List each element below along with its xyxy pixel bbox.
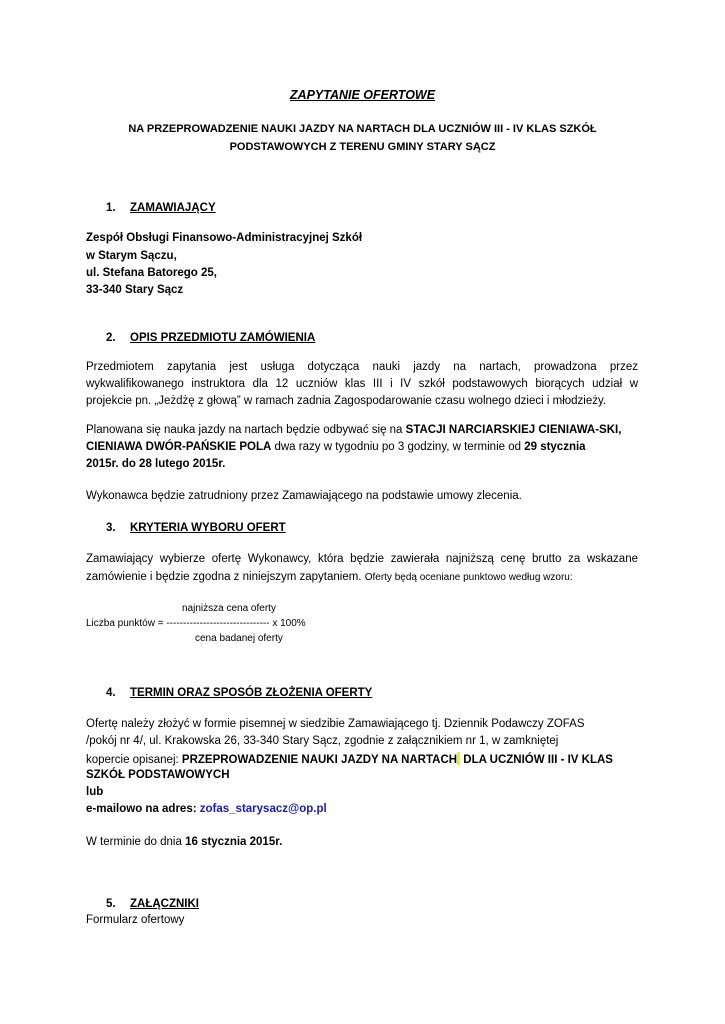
attachment-item: Formularz ofertowy [86, 914, 185, 926]
section-3-number: 3. [106, 522, 116, 534]
section-1-title: ZAMAWIAJĄCY [130, 202, 216, 214]
s3-criteria-line2 [86, 571, 573, 583]
s2-contract-note: Wykonawca będzie zatrudniony przez Zamawiającego na podstawie umowy zlecenia. [86, 490, 522, 502]
deadline-label: W terminie do dnia [86, 836, 186, 848]
orderer-postcode: 33-340 Stary Sącz [86, 284, 184, 296]
formula-denominator: cena badanej oferty [195, 633, 283, 644]
envelope-title: PRZEPROWADZENIE NAUKI JAZDY NA NARTACH [181, 754, 458, 766]
s4-envelope-text: kopercie opisanej: [86, 754, 182, 766]
section-3-title: KRYTERIA WYBORU OFERT [130, 522, 286, 534]
section-5-number: 5. [106, 898, 116, 910]
or-label: lub [86, 786, 104, 798]
start-date: 29 stycznia [524, 441, 586, 453]
s2-paragraph-line: projekcie pn. „Jeżdżę z głową” w ramach zadnia Zagospodarowanie czasu wolnego dzieci i młodzieży. [86, 395, 607, 407]
s3-criteria-text: zamówienie i będzie zgodna z niniejszym zapytaniem. [86, 571, 365, 583]
section-5-heading [106, 898, 199, 910]
document-subtitle-line1: NA PRZEPROWADZENIE NAUKI JAZDY NA NARTACH DLA UCZNIÓW III - IV KLAS SZKÓŁ [128, 123, 597, 135]
s4-envelope-line [86, 752, 613, 766]
s4-line: /pokój nr 4/, ul. Krakowska 26, 33-340 Stary Sącz, zgodnie z załącznikiem nr 1, w zamkniętej [86, 735, 559, 747]
document-title: ZAPYTANIE OFERTOWE [289, 88, 436, 102]
orderer-street: ul. Stefana Batorego 25, [86, 267, 218, 279]
orderer-city: w Starym Sączu, [86, 250, 177, 262]
section-1-number: 1. [106, 202, 116, 214]
orderer-name: Zespół Obsługi Finansowo-Administracyjnej Szkół [86, 232, 363, 244]
section-2-title: OPIS PRZEDMIOTU ZAMÓWIENIA [130, 332, 316, 344]
envelope-title-end: SZKÓŁ PODSTAWOWYCH [86, 769, 230, 781]
document-subtitle-line2: PODSTAWOWYCH Z TERENU GMINY STARY SĄCZ [229, 141, 496, 153]
section-2-heading [106, 332, 315, 344]
s2-location-line1 [86, 424, 621, 436]
section-4-number: 4. [106, 687, 116, 699]
section-5-title: ZAŁĄCZNIKI [130, 898, 199, 910]
formula-numerator: najniższa cena oferty [182, 603, 276, 614]
section-4-heading [106, 687, 372, 699]
s2-paragraph-line: Przedmiotem zapytania jest usługa dotycząca nauki jazdy na nartach, prowadzona przez [86, 361, 638, 373]
deadline-line [86, 836, 282, 848]
s2-schedule-text: dwa razy w tygodniu po 3 godziny, w terminie od [271, 441, 525, 453]
s3-criteria-line1: Zamawiający wybierze ofertę Wykonawcy, która będzie zawierała najniższą cenę brutto za wskazane [86, 553, 638, 565]
section-1-heading [106, 202, 216, 214]
email-link[interactable]: zofas_starysacz@op.pl [199, 803, 327, 815]
envelope-title-cont: DLA UCZNIÓW III - IV KLAS [460, 754, 613, 766]
email-label: e-mailowo na adres: [86, 803, 200, 815]
s4-line: Ofertę należy złożyć w formie pisemnej w siedzibie Zamawiającego tj. Dziennik Podawczy ZOFAS [86, 718, 585, 730]
email-line [86, 803, 327, 815]
section-3-heading [106, 522, 286, 534]
s2-paragraph-line: wykwalifikowanego instruktora dla 12 uczniów klas III i IV szkół podstawowych biorących udział w [86, 378, 638, 390]
section-2-number: 2. [106, 332, 116, 344]
deadline-date: 16 stycznia 2015r. [185, 836, 283, 848]
s2-location-line2 [86, 441, 586, 453]
section-4-title: TERMIN ORAZ SPOSÓB ZŁOŻENIA OFERTY [130, 687, 373, 699]
formula-line: Liczba punktów = ------------------------------- x 100% [86, 618, 306, 629]
ski-station-name: STACJI NARCIARSKIEJ CIENIAWA-SKI, [405, 424, 622, 436]
date-range: 2015r. do 28 lutego 2015r. [86, 458, 226, 470]
s2-location-text: Planowana się nauka jazdy na nartach będzie odbywać się na [86, 424, 406, 436]
ski-station-place: CIENIAWA DWÓR-PAŃSKIE POLA [86, 441, 272, 453]
s3-formula-intro: Oferty będą oceniane punktowo według wzoru: [364, 572, 573, 583]
